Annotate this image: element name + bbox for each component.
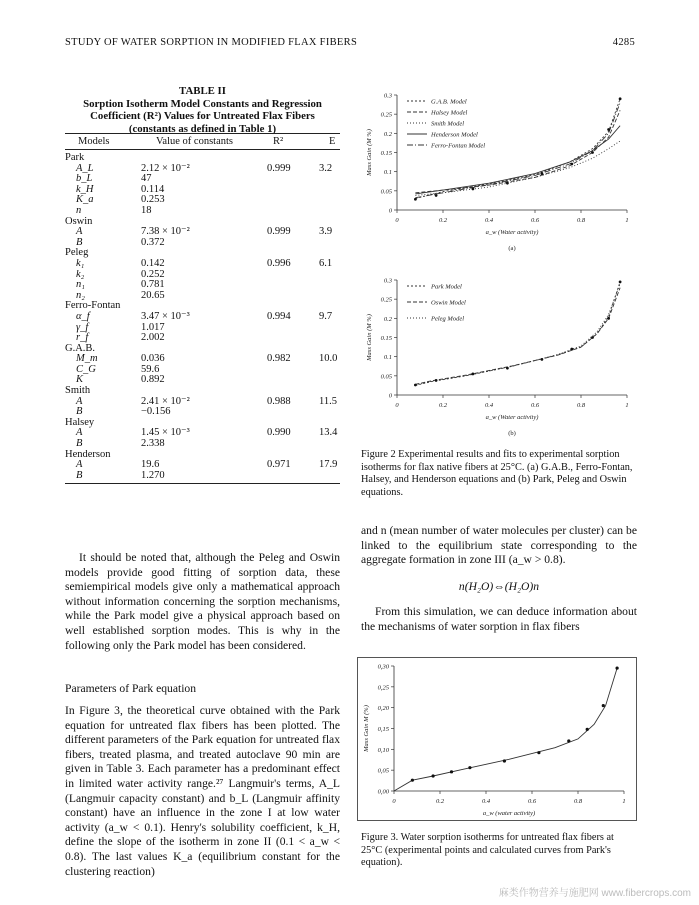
data-point [414, 384, 417, 387]
e-value: 17.9 [319, 459, 338, 471]
data-point [541, 172, 544, 175]
model-name: Smith [65, 385, 91, 397]
y-tick-label: 0,25 [377, 684, 389, 692]
table-row [65, 195, 340, 206]
parameter-symbol: α_f [76, 310, 90, 322]
data-point [411, 779, 414, 782]
y-tick-label: 0.1 [383, 354, 392, 362]
y-axis-label: Mass Gain (M %) [366, 314, 373, 361]
parameter-symbol: C_G [76, 363, 96, 375]
column-header: Value of constants [156, 136, 233, 147]
left-paragraph-2: In Figure 3, the theoretical curve obtained with the Park equation for untreated flax fibers has been plotted. The different parameters of the Park equation for untreated flax fibers, treated plasma, and treated autoclave 90 min are given in Table 3. Each parameter has a predominant effect in limited water activity range.²⁷ Langmuir's terms, A_L (Langmuir capacity constant) and b_L (Langmuir affinity constant) have an influence in the zone I at low water activity (a_w < 0.1). Henry's solubility coefficient, k_H, define the slope of the isotherm in zone II (0.1 < a_w < 0.8). The last values K_a (equilibrium constant for the clustering reaction) [65, 704, 340, 878]
x-axis-label: a_w (water activity) [482, 810, 536, 817]
table-row [65, 238, 340, 249]
series-line [415, 282, 620, 386]
y-tick-label: 0.2 [383, 315, 392, 323]
table-bottom-rule [65, 483, 340, 484]
model-name: Park [65, 152, 85, 163]
x-tick-label: 0.6 [530, 217, 540, 224]
left-paragraph-1: It should be noted that, although the Peleg and Oswin models provide good fitting of sorption data, these semiempirical models give only a mathematical approach without information concerning the sorption mechanisms, while the Park model give a physical approach based on well established sorption modes. This is why in the following only the Park model has been considered. [65, 551, 340, 652]
x-tick-label: 0.4 [484, 402, 494, 409]
y-tick-label: 0,20 [377, 705, 389, 713]
right-paragraph-1: and n (mean number of water molecules per cluster) can be linked to the equilibrium state corresponding to the aggregate formation in zone III (a_w > 0.8). [361, 524, 637, 567]
table-caption-line: Sorption Isotherm Model Constants and Regression [83, 97, 322, 110]
y-tick-label: 0.05 [380, 373, 392, 381]
running-title: STUDY OF WATER SORPTION IN MODIFIED FLAX FIBERS [65, 37, 358, 48]
parameter-value: 0.252 [141, 268, 165, 280]
column-header: Models [78, 136, 110, 147]
model-name: G.A.B. [65, 342, 96, 354]
table-header-row [65, 134, 340, 149]
legend-label: G.A.B. Model [431, 98, 467, 106]
data-point [602, 704, 605, 707]
constants-table [65, 133, 340, 484]
clustering-equation: n(H₂O)⇔(H₂O)n [458, 580, 540, 593]
table-row [65, 386, 340, 397]
e-value: 10.0 [319, 353, 338, 365]
column-header: E [329, 136, 336, 147]
table-row [65, 471, 340, 482]
data-point [541, 358, 544, 361]
figure-3-caption: Figure 3. Water sorption isotherms for untreated flax fibers at 25°C (experimental points and calculated curves from Park's equation). [361, 832, 614, 869]
y-tick-label: 0.25 [380, 296, 392, 304]
table-row [65, 428, 340, 439]
parameter-value: 0.114 [141, 183, 165, 195]
parameter-value: −0.156 [141, 406, 171, 418]
parameter-symbol: γ_f [76, 321, 89, 333]
x-tick-label: 0.6 [527, 798, 537, 805]
table-row [65, 301, 340, 312]
data-point [506, 182, 509, 185]
y-tick-label: 0.25 [380, 111, 392, 119]
legend-label: Smith Model [431, 120, 465, 128]
data-point [472, 188, 475, 191]
y-tick-label: 0,30 [377, 663, 389, 671]
data-point [567, 739, 570, 742]
data-point [414, 198, 417, 201]
r2-value: 0.994 [267, 310, 291, 322]
parameter-value: 0.892 [141, 374, 165, 386]
e-value: 3.9 [319, 226, 333, 238]
table-row [65, 227, 340, 238]
parameter-value: 0.142 [141, 257, 165, 269]
parameter-value: 2.12 × 10⁻² [141, 162, 190, 174]
table-row [65, 354, 340, 365]
r2-value: 0.971 [267, 459, 291, 471]
y-tick-label: 0.05 [380, 188, 392, 196]
table-row [65, 375, 340, 386]
x-tick-label: 0.8 [576, 217, 586, 224]
legend-label: Halsey Model [431, 109, 468, 117]
data-point [619, 97, 622, 100]
table-row [65, 450, 340, 461]
data-point [450, 770, 453, 773]
parameter-value: 18 [141, 204, 152, 216]
table-row [65, 217, 340, 228]
data-point [468, 766, 471, 769]
e-value: 6.1 [319, 257, 333, 269]
parameter-value: 0.253 [141, 194, 165, 206]
parameter-symbol: B [76, 236, 83, 248]
parameter-symbol: A [76, 427, 83, 439]
model-name: Henderson [65, 448, 111, 460]
y-axis-label: Mass Gain M (%) [363, 705, 370, 752]
x-axis-label: a_w (Water activity) [485, 414, 539, 421]
data-point [607, 128, 610, 131]
x-tick-label: 0.2 [438, 217, 448, 224]
x-tick-label: 1 [625, 402, 629, 409]
data-point [570, 163, 573, 166]
data-point [591, 151, 594, 154]
parameter-symbol: A [76, 395, 83, 407]
r2-value: 0.982 [267, 353, 291, 365]
table-row [65, 280, 340, 291]
parameter-value: 2.002 [141, 332, 165, 344]
parameter-value: 7.38 × 10⁻² [141, 226, 190, 238]
parameter-symbol: k₂ [76, 268, 85, 280]
panel-label: (b) [508, 430, 516, 437]
data-point [619, 281, 622, 284]
x-tick-label: 0 [392, 798, 396, 805]
table-body [65, 150, 340, 481]
parameter-value: 47 [141, 173, 152, 185]
x-tick-label: 0.8 [573, 798, 583, 805]
legend-label: Ferro-Fontan Model [431, 142, 486, 150]
parameter-value: 59.6 [141, 363, 160, 375]
panel-label: (a) [508, 245, 516, 252]
table-caption [65, 85, 340, 135]
data-point [616, 666, 619, 669]
x-tick-label: 0.8 [576, 402, 586, 409]
data-point [472, 373, 475, 376]
data-point [591, 336, 594, 339]
legend-label: Oswin Model [431, 299, 466, 307]
parameter-symbol: K_a [76, 194, 94, 206]
y-tick-label: 0,00 [377, 788, 389, 796]
table-row [65, 407, 340, 418]
data-point [537, 751, 540, 754]
parameter-value: 0.036 [141, 353, 165, 365]
data-point [432, 774, 435, 777]
parameter-value: 19.6 [141, 459, 160, 471]
table-row [65, 397, 340, 408]
data-point [570, 348, 573, 351]
x-axis-label: a_w (Water activity) [485, 229, 539, 236]
data-point [607, 317, 610, 320]
watermark: 麻类作物营养与施肥网 www.fibercrops.com [498, 888, 691, 899]
table-row [65, 259, 340, 270]
table-row [65, 185, 340, 196]
parameter-value: 2.338 [141, 438, 165, 450]
y-tick-label: 0.15 [380, 150, 392, 157]
section-heading: Parameters of Park equation [65, 682, 197, 695]
legend-label: Park Model [431, 283, 462, 291]
table-row [65, 323, 340, 334]
data-point [586, 728, 589, 731]
table-caption-line: Coefficient (R²) Values for Untreated Flax Fibers [90, 110, 315, 122]
table-row [65, 174, 340, 185]
y-tick-label: 0 [388, 392, 392, 400]
y-axis-label: Mass Gain (M %) [366, 129, 373, 176]
parameter-symbol: K [76, 374, 84, 386]
table-row [65, 153, 340, 164]
table-row [65, 418, 340, 429]
r2-value: 0.990 [267, 427, 291, 439]
y-tick-label: 0,15 [377, 726, 389, 733]
column-header: R² [273, 136, 284, 147]
parameter-symbol: n [76, 204, 82, 216]
parameter-symbol: n₁ [76, 279, 85, 291]
x-tick-label: 0.4 [484, 217, 494, 224]
table-row [65, 206, 340, 217]
table-row [65, 248, 340, 259]
y-tick-label: 0,10 [377, 746, 389, 754]
table-caption-line: (constants as defined in Table 1) [128, 122, 277, 135]
running-header [65, 37, 635, 48]
parameter-value: 0.781 [141, 279, 165, 291]
x-tick-label: 0.4 [481, 798, 491, 805]
parameter-symbol: k_H [76, 183, 94, 195]
figure-2-caption: Figure 2 Experimental results and fits to experimental sorption isotherms for flax native fibers at 25°C. (a) G.A.B., Ferro-Fontan, Halsey, and Henderson equations and (b) Park, Peleg and Oswin equations. [361, 449, 633, 498]
e-value: 3.2 [319, 162, 333, 174]
x-tick-label: 0 [395, 217, 399, 224]
figure-2b-chart [355, 270, 645, 442]
parameter-value: 1.270 [141, 469, 165, 481]
figure-2a-chart [355, 85, 645, 260]
table-row [65, 312, 340, 323]
data-point [506, 367, 509, 370]
x-tick-label: 0.6 [530, 402, 540, 409]
parameter-symbol: A [76, 459, 83, 471]
model-name: Oswin [65, 215, 93, 227]
table-row [65, 333, 340, 344]
parameter-value: 1.017 [141, 321, 165, 333]
table-row [65, 270, 340, 281]
y-tick-label: 0 [388, 207, 392, 215]
table-row [65, 460, 340, 471]
r2-value: 0.996 [267, 257, 291, 269]
e-value: 13.4 [319, 427, 338, 439]
parameter-value: 2.41 × 10⁻² [141, 395, 190, 407]
e-value: 11.5 [319, 395, 337, 407]
model-name: Ferro-Fontan [65, 300, 121, 312]
x-tick-label: 1 [622, 798, 626, 805]
parameter-value: 20.65 [141, 289, 165, 301]
table-label: TABLE II [179, 85, 226, 97]
model-name: Halsey [65, 416, 95, 428]
parameter-value: 1.45 × 10⁻³ [141, 427, 190, 439]
parameter-symbol: A_L [76, 162, 94, 174]
parameter-symbol: k₁ [76, 257, 85, 269]
series-line [394, 668, 617, 791]
parameter-symbol: M_m [76, 353, 98, 365]
y-tick-label: 0.2 [383, 130, 392, 138]
table-row [65, 164, 340, 175]
model-name: Peleg [65, 247, 89, 259]
r2-value: 0.999 [267, 162, 291, 174]
y-tick-label: 0.1 [383, 169, 392, 177]
x-tick-label: 1 [625, 217, 629, 224]
parameter-symbol: B [76, 469, 83, 481]
x-tick-label: 0 [395, 402, 399, 409]
figure-3-chart [357, 657, 637, 821]
r2-value: 0.988 [267, 395, 291, 407]
parameter-value: 0.372 [141, 236, 165, 248]
parameter-symbol: n₂ [76, 289, 85, 301]
e-value: 9.7 [319, 310, 333, 322]
x-tick-label: 0.2 [435, 798, 445, 805]
table-row [65, 365, 340, 376]
y-tick-label: 0.3 [383, 277, 392, 285]
parameter-value: 3.47 × 10⁻³ [141, 310, 190, 322]
page-number: 4285 [612, 37, 635, 48]
y-tick-label: 0,05 [377, 767, 389, 775]
y-tick-label: 0.3 [383, 92, 392, 100]
table-row [65, 344, 340, 355]
r2-value: 0.999 [267, 226, 291, 238]
parameter-symbol: B [76, 406, 83, 418]
x-tick-label: 0.2 [438, 402, 448, 409]
data-point [435, 194, 438, 197]
parameter-symbol: r_f [76, 332, 89, 344]
y-tick-label: 0.15 [380, 335, 392, 342]
legend-label: Peleg Model [431, 315, 465, 323]
data-point [503, 759, 506, 762]
right-paragraph-2: From this simulation, we can deduce information about the mechanisms of water sorption in flax fibers [361, 605, 637, 633]
data-point [435, 379, 438, 382]
parameter-symbol: B [76, 438, 83, 450]
legend-label: Henderson Model [431, 131, 478, 139]
parameter-symbol: A [76, 226, 83, 238]
parameter-symbol: b_L [76, 173, 93, 185]
